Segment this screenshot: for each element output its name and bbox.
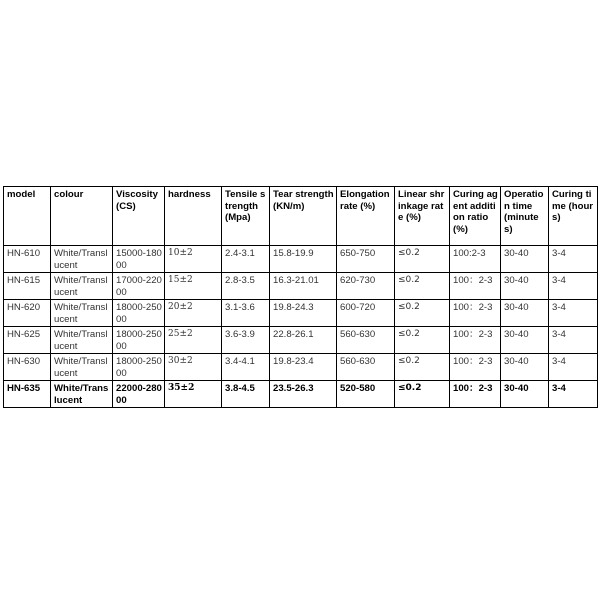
cell-curing-agent-ratio: 100：2-3 bbox=[450, 300, 501, 327]
cell-hardness: 30±2 bbox=[165, 354, 222, 381]
cell-curing-agent-ratio: 100：2-3 bbox=[450, 354, 501, 381]
cell-viscosity: 22000-28000 bbox=[113, 381, 165, 408]
table-header-row bbox=[4, 187, 598, 246]
cell-operation-time: 30-40 bbox=[501, 300, 549, 327]
cell-model: HN-625 bbox=[4, 327, 51, 354]
cell-elongation-rate: 520-580 bbox=[337, 381, 395, 408]
cell-tensile-strength: 3.1-3.6 bbox=[222, 300, 270, 327]
cell-curing-agent-ratio: 100：2-3 bbox=[450, 273, 501, 300]
cell-elongation-rate: 600-720 bbox=[337, 300, 395, 327]
cell-tensile-strength: 3.8-4.5 bbox=[222, 381, 270, 408]
table-row-highlighted bbox=[4, 381, 598, 408]
cell-linear-shrinkage: ≤0.2 bbox=[395, 300, 450, 327]
cell-viscosity: 18000-25000 bbox=[113, 300, 165, 327]
cell-elongation-rate: 650-750 bbox=[337, 246, 395, 273]
header-viscosity: Viscosity (CS) bbox=[113, 187, 165, 246]
cell-curing-time: 3-4 bbox=[549, 327, 598, 354]
cell-hardness: 15±2 bbox=[165, 273, 222, 300]
cell-viscosity: 18000-25000 bbox=[113, 354, 165, 381]
table-row bbox=[4, 354, 598, 381]
cell-model: HN-620 bbox=[4, 300, 51, 327]
cell-curing-time: 3-4 bbox=[549, 300, 598, 327]
cell-viscosity: 17000-22000 bbox=[113, 273, 165, 300]
cell-colour: White/Translucent bbox=[51, 300, 113, 327]
header-operation-time: Operation time (minutes) bbox=[501, 187, 549, 246]
header-hardness: hardness bbox=[165, 187, 222, 246]
cell-tear-strength: 22.8-26.1 bbox=[270, 327, 337, 354]
cell-model: HN-630 bbox=[4, 354, 51, 381]
cell-curing-time: 3-4 bbox=[549, 273, 598, 300]
cell-tear-strength: 16.3-21.01 bbox=[270, 273, 337, 300]
cell-colour: White/Translucent bbox=[51, 273, 113, 300]
cell-tensile-strength: 3.4-4.1 bbox=[222, 354, 270, 381]
cell-curing-time: 3-4 bbox=[549, 381, 598, 408]
cell-curing-agent-ratio: 100:2-3 bbox=[450, 246, 501, 273]
cell-tensile-strength: 2.8-3.5 bbox=[222, 273, 270, 300]
cell-hardness: 35±2 bbox=[165, 381, 222, 408]
table-row bbox=[4, 246, 598, 273]
cell-hardness: 25±2 bbox=[165, 327, 222, 354]
table-row bbox=[4, 273, 598, 300]
header-colour: colour bbox=[51, 187, 113, 246]
cell-operation-time: 30-40 bbox=[501, 246, 549, 273]
header-curing-time: Curing time (hours) bbox=[549, 187, 598, 246]
cell-model: HN-615 bbox=[4, 273, 51, 300]
cell-operation-time: 30-40 bbox=[501, 273, 549, 300]
cell-colour: White/Translucent bbox=[51, 381, 113, 408]
cell-curing-time: 3-4 bbox=[549, 246, 598, 273]
table-row bbox=[4, 300, 598, 327]
cell-tear-strength: 15.8-19.9 bbox=[270, 246, 337, 273]
cell-operation-time: 30-40 bbox=[501, 327, 549, 354]
cell-viscosity: 15000-18000 bbox=[113, 246, 165, 273]
header-curing-agent-ratio: Curing agent addition ratio (%) bbox=[450, 187, 501, 246]
cell-hardness: 10±2 bbox=[165, 246, 222, 273]
cell-elongation-rate: 620-730 bbox=[337, 273, 395, 300]
cell-model: HN-610 bbox=[4, 246, 51, 273]
header-model: model bbox=[4, 187, 51, 246]
cell-colour: White/Translucent bbox=[51, 327, 113, 354]
cell-tensile-strength: 2.4-3.1 bbox=[222, 246, 270, 273]
cell-viscosity: 18000-25000 bbox=[113, 327, 165, 354]
cell-tensile-strength: 3.6-3.9 bbox=[222, 327, 270, 354]
header-elongation-rate: Elongation rate (%) bbox=[337, 187, 395, 246]
cell-tear-strength: 23.5-26.3 bbox=[270, 381, 337, 408]
header-tensile-strength: Tensile strength (Mpa) bbox=[222, 187, 270, 246]
table-row bbox=[4, 327, 598, 354]
cell-linear-shrinkage: ≤0.2 bbox=[395, 354, 450, 381]
cell-hardness: 20±2 bbox=[165, 300, 222, 327]
cell-curing-agent-ratio: 100：2-3 bbox=[450, 327, 501, 354]
cell-operation-time: 30-40 bbox=[501, 354, 549, 381]
cell-tear-strength: 19.8-23.4 bbox=[270, 354, 337, 381]
specification-table bbox=[3, 186, 598, 408]
cell-linear-shrinkage: ≤0.2 bbox=[395, 246, 450, 273]
cell-model: HN-635 bbox=[4, 381, 51, 408]
cell-colour: White/Translucent bbox=[51, 354, 113, 381]
header-linear-shrinkage: Linear shrinkage rate (%) bbox=[395, 187, 450, 246]
cell-linear-shrinkage: ≤0.2 bbox=[395, 381, 450, 408]
cell-elongation-rate: 560-630 bbox=[337, 354, 395, 381]
cell-tear-strength: 19.8-24.3 bbox=[270, 300, 337, 327]
cell-operation-time: 30-40 bbox=[501, 381, 549, 408]
cell-colour: White/Translucent bbox=[51, 246, 113, 273]
header-tear-strength: Tear strength (KN/m) bbox=[270, 187, 337, 246]
cell-curing-agent-ratio: 100：2-3 bbox=[450, 381, 501, 408]
cell-curing-time: 3-4 bbox=[549, 354, 598, 381]
cell-linear-shrinkage: ≤0.2 bbox=[395, 273, 450, 300]
cell-linear-shrinkage: ≤0.2 bbox=[395, 327, 450, 354]
cell-elongation-rate: 560-630 bbox=[337, 327, 395, 354]
